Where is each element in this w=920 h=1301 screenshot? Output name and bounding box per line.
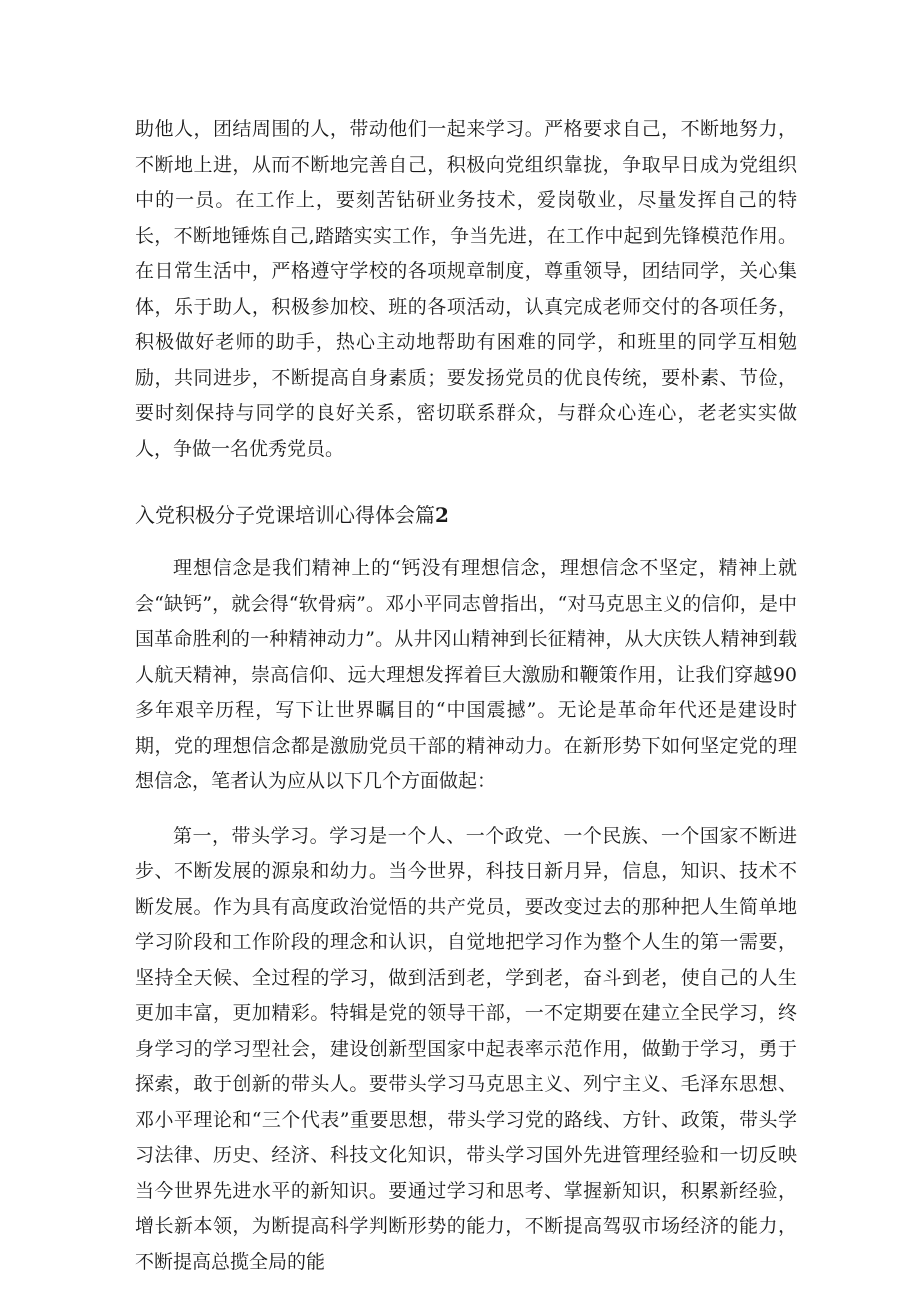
document-body — [135, 112, 797, 1280]
section-heading — [135, 498, 797, 532]
paragraph-study: 第一，带头学习。学习是一个人、一个政党、一个民族、一个国家不断进步、不断发展的源泉和幼力。当今世界，科技日新月异，信息，知识、技术不断发展。作为具有高度政治觉悟的共产党员，要改变过去的那种把人生简单地学习阶段和工作阶段的理念和认识，自觉地把学习作为整个人生的第一需要，坚持全天候、全过程的学习，做到活到老，学到老，奋斗到老，使自己的人生更加丰富，更加精彩。特辑是党的领导干部，一不定期要在建立全民学习，终身学习的学习型社会，建设创新型国家中起表率示范作用，做勤于学习，勇于探索，敢于创新的带头人。要带头学习马克思主义、列宁主义、毛泽东思想、邓小平理论和“三个代表”重要思想，带头学习党的路线、方针、政策，带头学习法律、历史、经济、科技文化知识，带头学习国外先进管理经验和一切反映当今世界先进水平的新知识。要通过学习和思考、掌握新知识，积累新经验，增长新本领，为断提高科学判断形势的能力，不断提高驾驭市场经济的能力，不断提高总揽全局的能 — [135, 824, 797, 1273]
paragraph-continued: 助他人，团结周围的人，带动他们一起来学习。严格要求自己，不断地努力，不断地上进，从而不断地完善自己，积极向党组织靠拢，争取早日成为党组织中的一员。在工作上，要刻苦钻研业务技术，爱岗敬业，尽量发挥自己的特长，不断地锤炼自己,踏踏实实工作，争当先进，在工作中起到先锋模范作用。在日常生活中，严格遵守学校的各项规章制度，尊重领导，团结同学，关心集体，乐于助人，积极参加校、班的各项活动，认真完成老师交付的各项任务，积极做好老师的助手，热心主动地帮助有困难的同学，和班里的同学互相勉励，共同进步，不断提高自身素质；要发扬党员的优良传统，要朴素、节俭，要时刻保持与同学的良好关系，密切联系群众，与群众心连心，老老实实做人，争做一名优秀党员。 — [135, 118, 797, 460]
section-heading-text: 入党积极分子党课培训心得体会篇 — [135, 503, 435, 527]
paragraph-gap — [135, 800, 797, 819]
section-heading-number: 2 — [435, 503, 449, 527]
paragraph-ideals: 理想信念是我们精神上的“钙没有理想信念，理想信念不坚定，精神上就会“缺钙”，就会得“软骨病”。邓小平同志曾指出，“对马克思主义的信仰，是中国革命胜利的一种精神动力”。从井冈山精神到长征精神，从大庆铁人精神到载人航天精神，崇高信仰、远大理想发挥着巨大激励和鞭策作用，让我们穿越90多年艰辛历程，写下让世界瞩目的“中国震撼”。无论是革命年代还是建设时期，党的理想信念都是激励党员干部的精神动力。在新形势下如何坚定党的理想信念，笔者认为应从以下几个方面做起： — [135, 557, 797, 792]
